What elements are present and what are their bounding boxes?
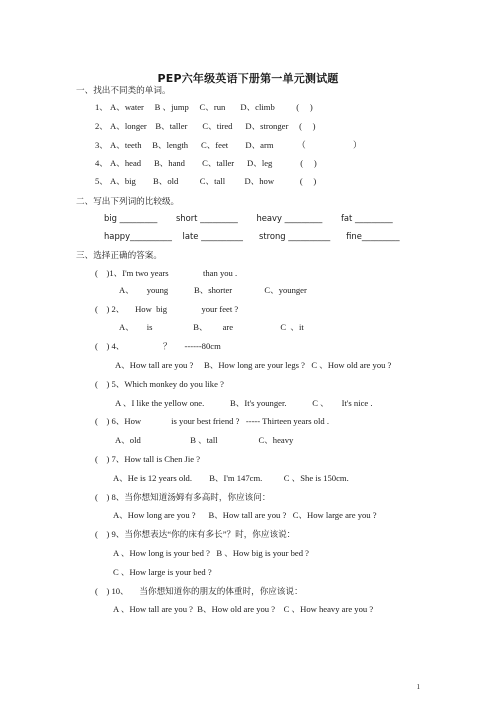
question-row: 1、 A、water B 、jump C、run D、climb ( ) <box>95 102 313 112</box>
answer-options: A 、How long is your bed ? B 、How big is your bed ? <box>113 548 309 558</box>
answer-options: A、How tall are you ? B、How long are your legs ? C 、How old are you ? <box>115 360 392 370</box>
comparative-row: big _________ short _________ heavy _________ fat _________ <box>104 213 393 223</box>
answer-options: A 、I like the yellow one. B、It's younger. C 、 It's nice . <box>115 398 373 408</box>
page-title: PEP六年级英语下册第一单元测试题 <box>157 72 339 85</box>
page-number: 1 <box>416 683 420 691</box>
question-stem: ( ) 7、How tall is Chen Jie ? <box>95 454 201 464</box>
section-2-heading: 二、写出下列词的比较级。 <box>76 196 180 206</box>
answer-options: A、 is B、 are C 、it <box>119 322 304 332</box>
answer-options: A、 young B、shorter C、younger <box>119 285 307 295</box>
question-stem: ( ) 10、 当你想知道你的朋友的体重时，你应该说： <box>95 586 303 596</box>
question-stem: ( ) 6、How is your best friend ? ----- Thirteen years old . <box>95 416 329 426</box>
answer-options: C 、How large is your bed ? <box>113 567 212 577</box>
section-3-heading: 三、选择正确的答案。 <box>76 250 162 260</box>
question-stem: ( ) 4、 ？ ------80cm <box>95 341 221 351</box>
comparative-row: happy__________ late __________ strong __________ fine_________ <box>104 231 400 241</box>
question-row: 2、 A、longer B、taller C、tired D、stronger ( ) <box>95 121 316 131</box>
question-stem: ( ) 9、当你想表达“你的床有多长”？时，你应该说： <box>95 529 296 539</box>
question-row: 5、 A、big B、old C、tall D、how ( ) <box>95 176 317 186</box>
question-row: 3、 A、teeth B、length C、feet D、arm （ ） <box>95 140 362 150</box>
answer-options: A 、How tall are you ? B、How old are you ? C 、How heavy are you ? <box>113 604 374 614</box>
section-1-heading: 一、找出不同类的单词。 <box>76 85 171 95</box>
answer-options: A、He is 12 years old. B、I'm 147cm. C 、She is 150cm. <box>113 473 349 483</box>
answer-options: A、How long are you ? B、How tall are you ? C、How large are you ? <box>113 510 377 520</box>
question-row: 4、 A、head B、hand C、taller D、leg ( ) <box>95 158 317 168</box>
question-stem: ( ) 5、Which monkey do you like ? <box>95 379 224 389</box>
answer-options: A、old B 、tall C、heavy <box>115 435 294 445</box>
question-stem: ( ) 8、当你想知道汤姆有多高时，你应该问： <box>95 492 271 502</box>
question-stem: ( ) 2、 How big your feet ? <box>95 304 239 314</box>
question-stem: ( )1、I'm two years than you . <box>95 268 238 278</box>
